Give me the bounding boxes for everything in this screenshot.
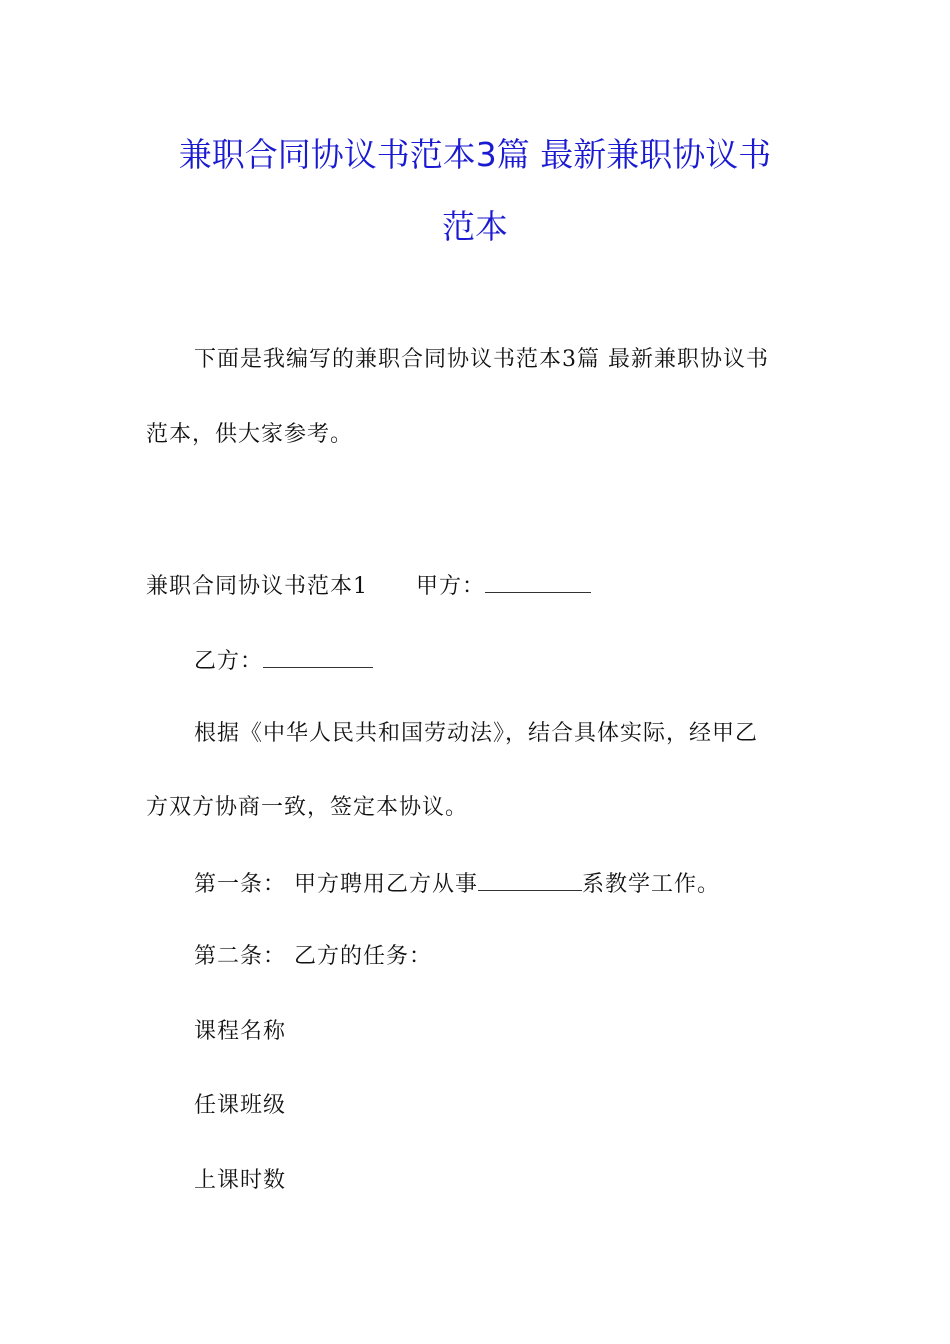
section-heading: 兼职合同协议书范本1: [146, 574, 368, 599]
section-heading-line: [146, 574, 591, 598]
item-class: 任课班级: [194, 1093, 287, 1118]
intro-paragraph-line2: 范本，供大家参考。: [146, 422, 354, 447]
article-2-line: 第二条： 乙方的任务：: [194, 944, 432, 969]
party-b-blank: [263, 649, 373, 668]
article-1-line: [194, 872, 720, 896]
article-1-suffix: 系教学工作。: [582, 872, 721, 897]
party-a-label: 甲方：: [416, 574, 486, 599]
document-title-line2: 范本: [442, 207, 508, 246]
party-a-blank: [485, 574, 591, 593]
item-hours: 上课时数: [194, 1168, 287, 1193]
intro-paragraph-line1: 下面是我编写的兼职合同协议书范本3篇 最新兼职协议书: [194, 347, 769, 372]
article-1-blank: [478, 872, 582, 891]
party-b-line: [194, 649, 373, 673]
party-b-label: 乙方：: [194, 649, 264, 674]
item-course-name: 课程名称: [194, 1019, 287, 1044]
basis-paragraph-line2: 方双方协商一致，签定本协议。: [146, 795, 469, 820]
basis-paragraph-line1: 根据《中华人民共和国劳动法》，结合具体实际，经甲乙: [194, 721, 759, 746]
document-title-line1: 兼职合同协议书范本3篇 最新兼职协议书: [178, 135, 772, 174]
article-1-prefix: 第一条： 甲方聘用乙方从事: [194, 872, 478, 897]
